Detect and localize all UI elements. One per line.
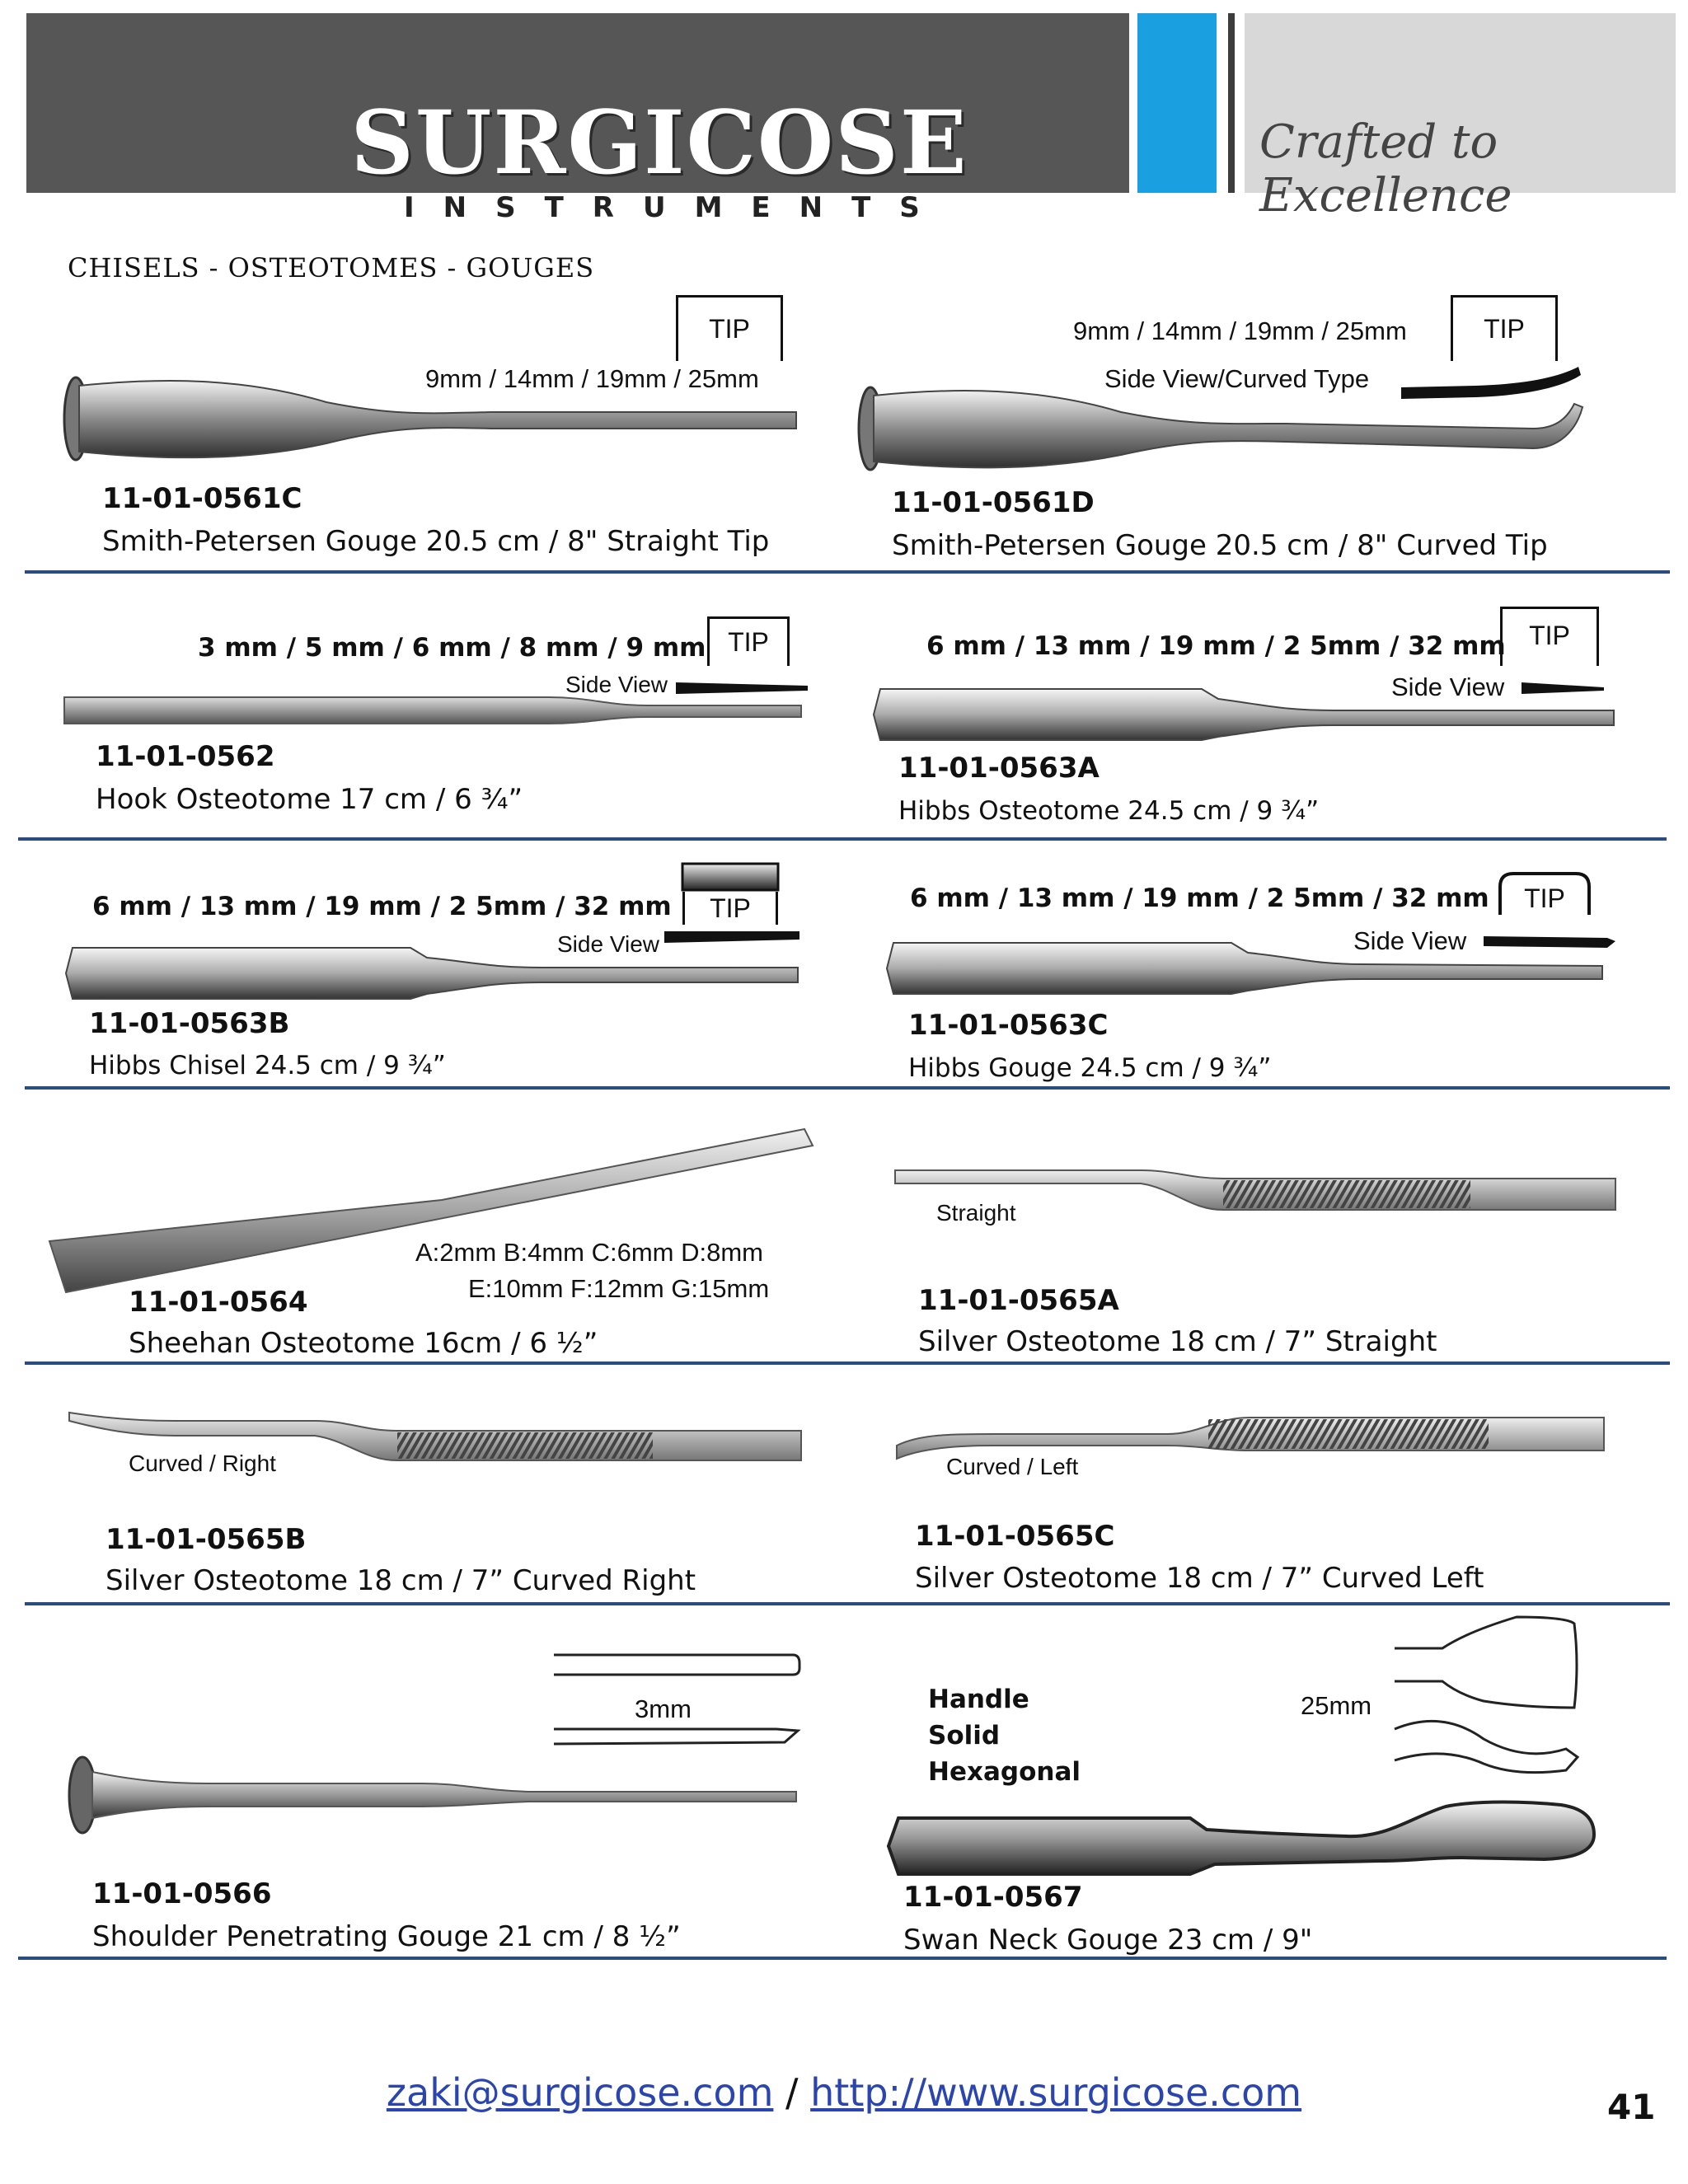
brand-subtitle: INSTRUMENTS — [404, 191, 949, 224]
side-view-label: Side View — [1353, 926, 1467, 955]
brand-tagline: Crafted to Excellence — [1259, 115, 1512, 223]
product-code: 11-01-0567 — [903, 1881, 1083, 1914]
row-separator — [18, 1957, 1667, 1960]
tip-box: TIP — [1451, 295, 1558, 361]
row-separator — [25, 1086, 1670, 1090]
size-label: 3mm — [635, 1694, 692, 1723]
header-divider — [1228, 13, 1235, 193]
footer-contact — [0, 2070, 1688, 2115]
product-description: Hook Osteotome 17 cm / 6 ¾” — [96, 783, 523, 816]
product-description: Hibbs Osteotome 24.5 cm / 9 ¾” — [898, 796, 1320, 826]
handle-label: Hexagonal — [928, 1757, 1081, 1787]
footer-separator: / — [785, 2070, 799, 2115]
product-code: 11-01-0565C — [915, 1520, 1115, 1553]
size-label: E:10mm F:12mm G:15mm — [468, 1274, 770, 1303]
tip-box: TIP — [1500, 607, 1599, 666]
variant-label: Curved / Left — [946, 1454, 1079, 1479]
size-label: 9mm / 14mm / 19mm / 25mm — [1073, 316, 1407, 345]
tip-cross-section-icon — [682, 862, 781, 892]
handle-label: Handle — [928, 1685, 1029, 1714]
gouge-icon — [885, 940, 1611, 997]
header-accent-bar — [1137, 13, 1217, 193]
side-view-label: Side View/Curved Type — [1104, 364, 1370, 393]
product-description: Smith-Petersen Gouge 20.5 cm / 8" Straight Tip — [102, 525, 770, 558]
product-description: Hibbs Chisel 24.5 cm / 9 ¾” — [89, 1051, 446, 1080]
osteotome-icon — [872, 686, 1614, 743]
row-separator — [25, 1361, 1670, 1365]
product-description: Swan Neck Gouge 23 cm / 9" — [903, 1924, 1313, 1957]
variant-label: Curved / Right — [129, 1451, 276, 1476]
product-code: 11-01-0565B — [106, 1523, 307, 1556]
size-label: 6 mm / 13 mm / 19 mm / 2 5mm / 32 mm — [92, 892, 672, 921]
product-code: 11-01-0563B — [89, 1007, 290, 1040]
product-description: Silver Osteotome 18 cm / 7” Curved Right — [106, 1564, 696, 1597]
side-view-label: Side View — [565, 672, 668, 697]
osteotome-icon — [63, 692, 804, 725]
product-code: 11-01-0564 — [129, 1286, 308, 1319]
tip-label: TIP — [1524, 883, 1565, 913]
size-label: 6 mm / 13 mm / 19 mm / 2 5mm / 32 mm — [926, 631, 1506, 661]
product-code: 11-01-0563A — [898, 752, 1100, 785]
product-description: Smith-Petersen Gouge 20.5 cm / 8" Curved Tip — [892, 529, 1548, 562]
product-code: 11-01-0565A — [918, 1284, 1119, 1317]
product-code: 11-01-0563C — [908, 1009, 1109, 1042]
tip-box: TIP — [707, 616, 790, 666]
gouge-straight-icon — [63, 369, 804, 468]
product-code: 11-01-0562 — [96, 740, 275, 773]
osteotome-icon — [46, 1126, 813, 1299]
website-link[interactable]: http://www.surgicose.com — [810, 2070, 1302, 2115]
section-title: CHISELS - OSTEOTOMES - GOUGES — [68, 252, 595, 284]
product-code: 11-01-0566 — [92, 1877, 272, 1910]
tip-profile-icon — [664, 930, 799, 946]
variant-label: Straight — [936, 1200, 1016, 1226]
product-description: Hibbs Gouge 24.5 cm / 9 ¾” — [908, 1053, 1272, 1083]
gouge-icon — [68, 1755, 809, 1838]
product-description: Sheehan Osteotome 16cm / 6 ½” — [129, 1327, 598, 1360]
product-description: Shoulder Penetrating Gouge 21 cm / 8 ½” — [92, 1920, 681, 1953]
tip-box: TIP — [682, 892, 778, 925]
page-number: 41 — [1607, 2087, 1656, 2127]
size-label: 3 mm / 5 mm / 6 mm / 8 mm / 9 mm — [198, 633, 706, 663]
brand-logo: SURGICOSE — [350, 91, 968, 194]
chisel-icon — [64, 944, 806, 1002]
size-label: 6 mm / 13 mm / 19 mm / 2 5mm / 32 mm — [910, 883, 1489, 913]
product-code: 11-01-0561D — [892, 486, 1095, 519]
size-label: A:2mm B:4mm C:6mm D:8mm — [415, 1238, 763, 1267]
gouge-curved-icon — [857, 379, 1582, 486]
row-separator — [25, 570, 1670, 574]
product-description: Silver Osteotome 18 cm / 7” Curved Left — [915, 1562, 1484, 1595]
handle-label: Solid — [928, 1721, 1001, 1750]
row-separator — [25, 1602, 1670, 1605]
side-view-label: Side View — [1391, 673, 1505, 701]
side-view-label: Side View — [557, 931, 660, 957]
tip-box: TIP — [676, 295, 783, 361]
tip-outline-icon — [1393, 1615, 1582, 1780]
size-label: 25mm — [1301, 1691, 1372, 1720]
product-code: 11-01-0561C — [102, 482, 302, 515]
size-label: 9mm / 14mm / 19mm / 25mm — [425, 364, 759, 393]
row-separator — [18, 837, 1667, 841]
product-description: Silver Osteotome 18 cm / 7” Straight — [918, 1325, 1437, 1358]
email-link[interactable]: zaki@surgicose.com — [386, 2070, 774, 2115]
